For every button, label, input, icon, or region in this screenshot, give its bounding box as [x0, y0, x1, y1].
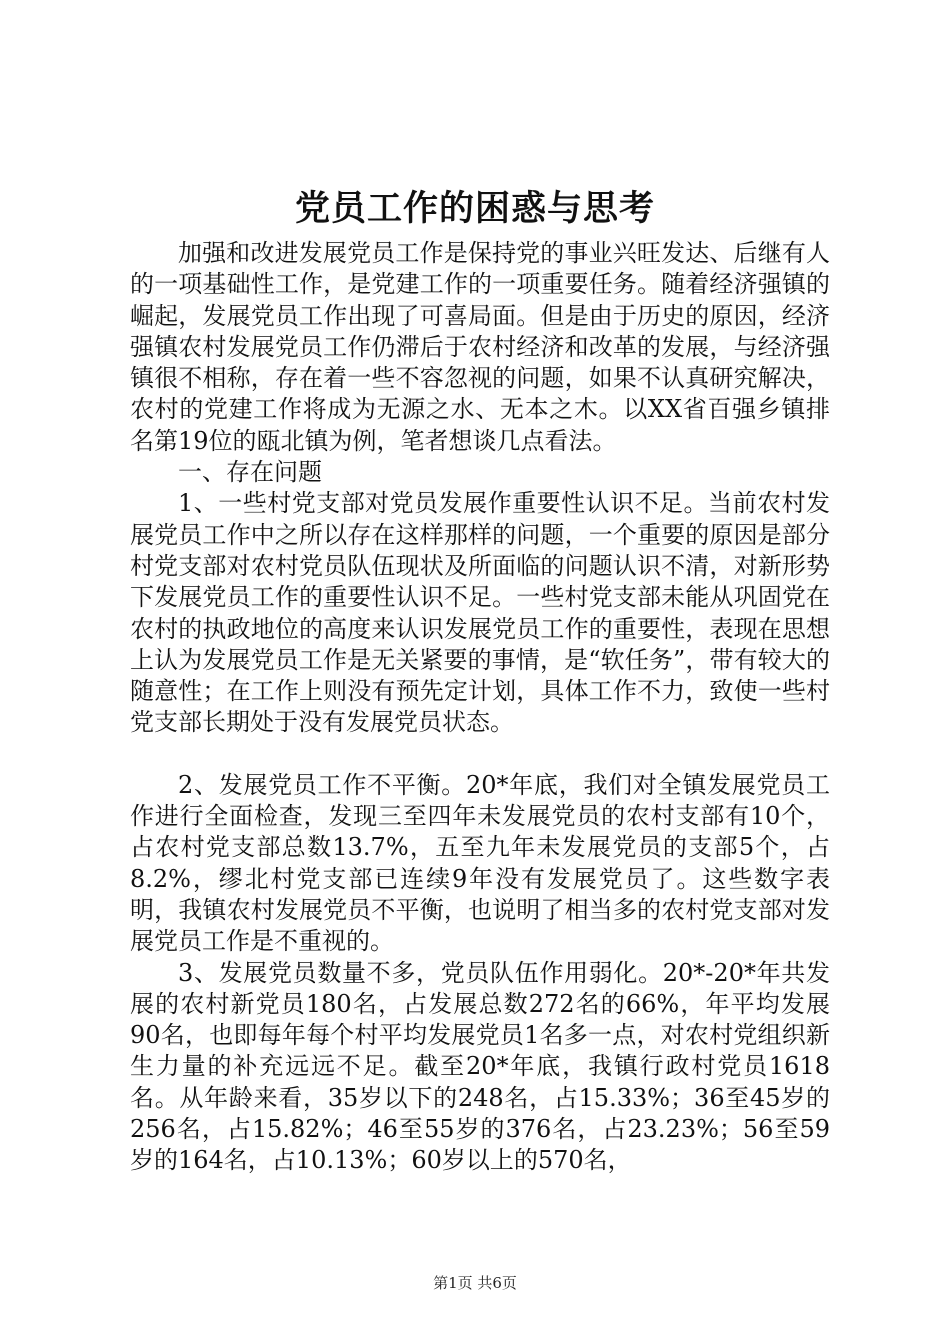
intro-paragraph: 加强和改进发展党员工作是保持党的事业兴旺发达、后继有人的一项基础性工作，是党建工作的一项重要任务。随着经济强镇的崛起，发展党员工作出现了可喜局面。但是由于历史的原因，经济强镇农村发展党员工作仍滞后于农村经济和改革的发展，与经济强镇很不相称，存在着一些不容忽视的问题，如果不认真研究解决，农村的党建工作将成为无源之水、无本之木。以XX省百强乡镇排名第19位的瓯北镇为例，笔者想谈几点看法。: [130, 239, 830, 455]
issue-paragraph-3: 3、发展党员数量不多，党员队伍作用弱化。20*-20*年共发展的农村新党员180名，占发展总数272名的66%，年平均发展90名，也即每年每个村平均发展党员1名多一点，对农村党组织新生力量的补充远远不足。截至20*年底，我镇行政村党员1618名。从年龄来看，35岁以下的248名，占15.33%；36至45岁的256名，占15.82%；46至55岁的376名，占23.23%；56至59岁的164名，占10.13%；60岁以上的570名，: [130, 958, 830, 1175]
document-body: [130, 238, 830, 1177]
page-footer: 第1页 共6页: [433, 1274, 517, 1292]
section-heading: 一、存在问题: [178, 458, 322, 487]
document-title: 党员工作的困惑与思考: [294, 188, 655, 229]
issue-paragraph-2: 2、发展党员工作不平衡。20*年底，我们对全镇发展党员工作进行全面检查，发现三至四年未发展党员的农村支部有10个，占农村党支部总数13.7%，五至九年未发展党员的支部5个，占8.2%，缪北村党支部已连续9年没有发展党员了。这些数字表明，我镇农村发展党员不平衡，也说明了相当多的农村党支部对发展党员工作是不重视的。: [130, 770, 830, 956]
issue-paragraph-1: 1、一些村党支部对党员发展作重要性认识不足。当前农村发展党员工作中之所以存在这样那样的问题，一个重要的原因是部分村党支部对农村党员队伍现状及所面临的问题认识不清，对新形势下发展党员工作的重要性认识不足。一些村党支部未能从巩固党在农村的执政地位的高度来认识发展党员工作的重要性，表现在思想上认为发展党员工作是无关紧要的事情，是“软任务”，带有较大的随意性；在工作上则没有预先定计划，具体工作不力，致使一些村党支部长期处于没有发展党员状态。: [130, 489, 830, 737]
